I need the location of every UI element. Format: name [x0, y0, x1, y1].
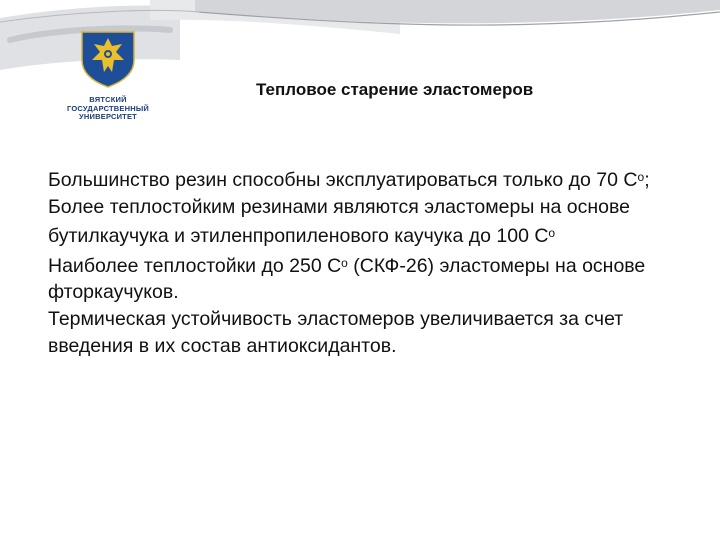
paragraph-3-end: (СКФ-26) эластомеры на основе фторкаучуков.: [48, 254, 646, 304]
degree-sign: о: [548, 226, 556, 241]
paragraph-2: [48, 194, 698, 250]
university-name-line-3: УНИВЕРСИТЕТ: [79, 112, 137, 121]
paragraph-1-text: Большинство резин способны эксплуатироваться только до 70 С: [48, 169, 638, 191]
university-name: [58, 96, 158, 122]
slide-title: Тепловое старение эластомеров: [256, 80, 534, 99]
university-name-line-2: ГОСУДАРСТВЕННЫЙ: [67, 103, 149, 113]
university-crest-icon: [78, 30, 138, 88]
paragraph-4: Термическая устойчивость эластомеров увеличивается за счет введения в их состав антиоксидантов.: [48, 307, 624, 357]
paragraph-2-text: Более теплостойким резинами являются эластомеры на основе бутилкаучука и этиленпропиленового каучука до 100 С: [48, 195, 630, 248]
degree-sign: о: [637, 170, 645, 184]
slide-body: [48, 164, 698, 359]
paragraph-3: [48, 250, 698, 306]
university-name-line-1: ВЯТСКИЙ: [89, 95, 127, 104]
degree-sign: о: [341, 255, 348, 270]
paragraph-1-end: ;: [644, 169, 650, 191]
paragraph-3-text: Наиболее теплостойки до 250 С: [48, 254, 342, 277]
paragraph-1: [48, 164, 698, 194]
